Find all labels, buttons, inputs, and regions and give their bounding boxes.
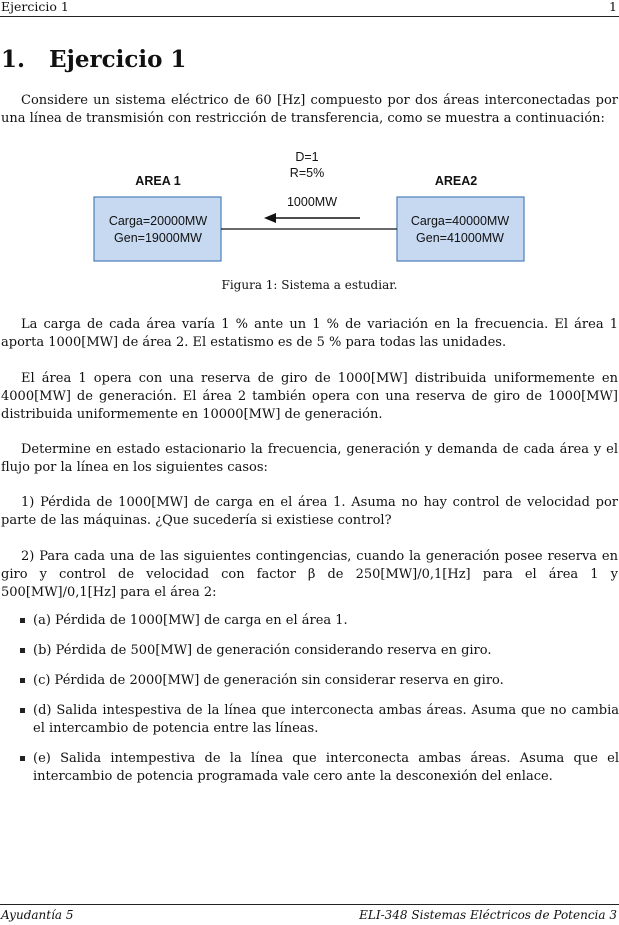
list-item-text: (a) Pérdida de 1000[MW] de carga en el área 1. xyxy=(33,613,348,628)
footer-left: Ayudantía 5 xyxy=(1,908,74,922)
paragraph-case-2: 2) Para cada una de las siguientes contingencias, cuando la generación posee reserva en giro y control de velocidad con factor β de 250[MW]/0,1[Hz] para el área 1 y 500[MW]/0,1[Hz] para el área 2: xyxy=(1,549,618,600)
bullet-icon xyxy=(20,648,25,653)
area2-label: AREA2 xyxy=(434,174,478,188)
running-title: Ejercicio 1 xyxy=(1,0,69,14)
page-footer xyxy=(0,904,619,922)
area2-gen: Gen=41000MW xyxy=(416,231,504,245)
intro-paragraph: Considere un sistema eléctrico de 60 [Hz] compuesto por dos áreas interconectadas por una línea de transmisión con restricción de transferencia, como se muestra a continuación: xyxy=(1,93,618,126)
bullet-icon xyxy=(20,708,25,713)
flow-label: 1000MW xyxy=(286,195,338,209)
area1-gen: Gen=19000MW xyxy=(114,231,202,245)
paragraph-task: Determine en estado estacionario la frecuencia, generación y demanda de cada área y el flujo por la línea en los siguientes casos: xyxy=(1,442,618,475)
figure-caption: Figura 1: Sistema a estudiar. xyxy=(221,278,398,292)
section-number: 1. xyxy=(1,46,26,73)
page-header xyxy=(0,0,619,17)
footer-right: ELI-348 Sistemas Eléctricos de Potencia 3 xyxy=(359,908,617,922)
contingency-list xyxy=(0,612,619,798)
list-item-text: (d) Salida intespestiva de la línea que interconecta ambas áreas. Asuma que no cambia el intercambio de potencia entre las líneas. xyxy=(33,703,619,736)
list-item xyxy=(0,642,619,660)
page-number: 1 xyxy=(609,0,617,14)
bullet-icon xyxy=(20,618,25,623)
droop-param: R=5% xyxy=(289,166,325,180)
list-item xyxy=(0,672,619,690)
area1-load: Carga=20000MW xyxy=(108,214,208,228)
area2-load: Carga=40000MW xyxy=(410,214,510,228)
paragraph-load-variation: La carga de cada área varía 1 % ante un 1 % de variación en la frecuencia. El área 1 aporta 1000[MW] de área 2. El estatismo es de 5 % para todas las unidades. xyxy=(1,317,618,350)
bullet-icon xyxy=(20,756,25,761)
list-item-text: (e) Salida intempestiva de la línea que interconecta ambas áreas. Asuma que el intercambio de potencia programada vale cero ante la desconexión del enlace. xyxy=(33,751,619,784)
list-item-text: (b) Pérdida de 500[MW] de generación considerando reserva en giro. xyxy=(33,643,492,658)
system-diagram xyxy=(0,145,619,270)
list-item xyxy=(0,612,619,630)
section-title xyxy=(1,46,186,73)
list-item xyxy=(0,702,619,738)
bullet-icon xyxy=(20,678,25,683)
list-item xyxy=(0,750,619,786)
paragraph-spinning-reserve: El área 1 opera con una reserva de giro de 1000[MW] distribuida uniformemente en 4000[MW] de generación. El área 2 también opera con una reserva de giro de 1000[MW] distribuida uniformemente en 10000[MW] de generación. xyxy=(1,371,618,422)
paragraph-case-1: 1) Pérdida de 1000[MW] de carga en el área 1. Asuma no hay control de velocidad por parte de las máquinas. ¿Que sucedería si existiese control? xyxy=(1,495,618,528)
list-item-text: (c) Pérdida de 2000[MW] de generación sin considerar reserva en giro. xyxy=(33,673,504,688)
damping-param: D=1 xyxy=(295,150,319,164)
area1-box xyxy=(94,197,221,261)
flow-arrow-head xyxy=(264,213,276,223)
area2-box xyxy=(397,197,524,261)
area1-label: AREA 1 xyxy=(135,174,181,188)
section-title-text: Ejercicio 1 xyxy=(49,46,187,73)
